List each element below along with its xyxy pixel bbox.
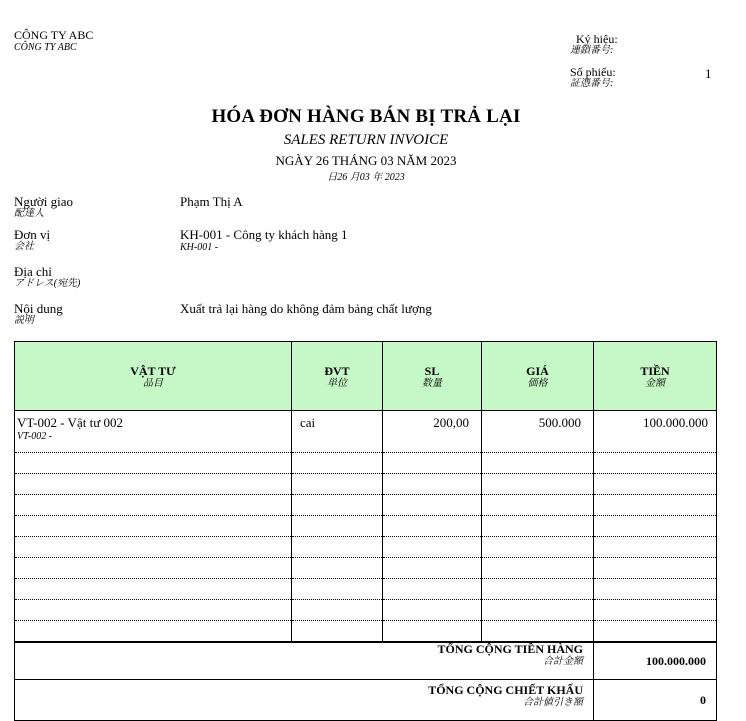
company-block	[14, 28, 93, 53]
number-value: 1	[705, 66, 712, 81]
total-discount-value: 0	[594, 680, 717, 721]
table-row-empty	[15, 579, 717, 600]
table-row-empty	[15, 516, 717, 537]
cell-amount: 100.000.000	[594, 411, 717, 453]
company-name: CÔNG TY ABC	[14, 28, 94, 42]
col-header-item: VẬT TƯ 品目	[15, 342, 292, 411]
invoice-date-sub: 日26 月03 年 2023	[327, 172, 405, 183]
address-label: Địa chỉ アドレス(宛先)	[14, 264, 81, 289]
table-row-empty	[15, 474, 717, 495]
deliverer-value: Phạm Thị A	[180, 194, 243, 209]
number-label: Số phiếu: 証憑番号:	[570, 65, 616, 89]
totals-goods-row	[15, 643, 717, 680]
table-row-empty	[15, 621, 717, 642]
items-table	[14, 341, 717, 642]
company-name-sub: CÔNG TY ABC	[14, 42, 77, 53]
cell-unit: cai	[292, 411, 383, 453]
total-discount-label: TỔNG CỘNG CHIẾT KHẤU 合計値引き額	[15, 680, 594, 721]
table-row-empty	[15, 537, 717, 558]
unit-value: KH-001 - Công ty khách hàng 1 KH-001 -	[180, 227, 348, 253]
invoice-title: HÓA ĐƠN HÀNG BÁN BỊ TRẢ LẠI	[211, 106, 521, 127]
totals-discount-row	[15, 680, 717, 721]
content-label: Nội dung 説明	[14, 301, 63, 326]
table-row-empty	[15, 600, 717, 621]
content-value: Xuất trả lại hàng do không đảm bảng chất lượng	[180, 301, 432, 316]
unit-label: Đơn vị 会社	[14, 227, 51, 252]
cell-qty: 200,00	[383, 411, 482, 453]
table-row-empty	[15, 495, 717, 516]
total-goods-label: TỔNG CỘNG TIỀN HÀNG 合計金額	[15, 643, 594, 680]
cell-item: VT-002 - Vật tư 002 VT-002 -	[15, 411, 292, 453]
total-goods-value: 100.000.000	[594, 643, 717, 680]
table-row	[15, 411, 717, 453]
table-row-empty	[15, 558, 717, 579]
cell-price: 500.000	[482, 411, 594, 453]
deliverer-label: Người giao 配達人	[14, 194, 74, 219]
items-header-row	[15, 342, 717, 411]
invoice-subtitle: SALES RETURN INVOICE	[283, 132, 449, 148]
col-header-price: GIÁ 価格	[482, 342, 594, 411]
col-header-qty: SL 数量	[383, 342, 482, 411]
symbol-label: Ký hiệu: 連鎖番号:	[570, 32, 618, 56]
col-header-unit: ĐVT 単位	[292, 342, 383, 411]
totals-table	[14, 642, 717, 721]
invoice-date: NGÀY 26 THÁNG 03 NĂM 2023	[275, 153, 457, 168]
col-header-amount: TIỀN 金額	[594, 342, 717, 411]
table-row-empty	[15, 453, 717, 474]
